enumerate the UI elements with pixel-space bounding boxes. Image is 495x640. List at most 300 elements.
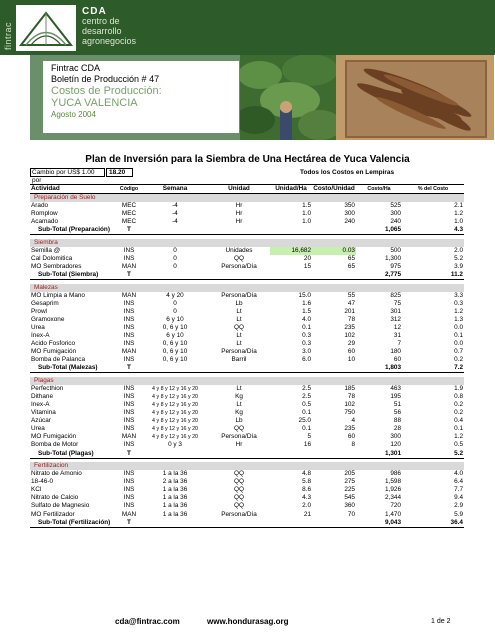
table-row bbox=[30, 511, 464, 519]
bulletin-date: Agosto 2004 bbox=[51, 110, 96, 119]
table-cell: Kg bbox=[235, 393, 243, 401]
subtotal-cost: 2,775 bbox=[356, 271, 402, 280]
subtotal-row bbox=[30, 364, 464, 373]
org-sub-line-1: centro de bbox=[82, 16, 120, 26]
table-cell: 0 bbox=[173, 299, 177, 307]
table-cell: Prowl bbox=[31, 307, 47, 315]
table-cell: Inex-A bbox=[31, 332, 50, 340]
table-cell: 201 bbox=[344, 307, 355, 315]
subtotal-code: T bbox=[116, 519, 142, 528]
table-cell: 60 bbox=[393, 356, 401, 364]
table-cell: 0, 6 y 10 bbox=[162, 340, 188, 348]
table-row bbox=[30, 441, 464, 449]
table-cell: Hr bbox=[235, 202, 243, 210]
cda-logo-icon bbox=[16, 5, 76, 51]
table-cell: 750 bbox=[344, 409, 355, 417]
table-cell: INS bbox=[123, 340, 135, 348]
table-cell: Lt bbox=[236, 384, 242, 392]
table-cell: 4 y 8 y 12 y 16 y 20 bbox=[152, 418, 198, 425]
table-cell: Inex-A bbox=[31, 401, 50, 409]
table-cell: 525 bbox=[390, 202, 401, 210]
table-cell: QQ bbox=[234, 425, 244, 433]
column-header: % del Costo bbox=[402, 185, 464, 194]
org-name: CDA bbox=[82, 6, 107, 17]
table-cell: Vitamina bbox=[31, 409, 56, 417]
table-cell: 28 bbox=[393, 425, 401, 433]
table-cell: Bomba de Motor bbox=[31, 441, 79, 449]
table-cell: INS bbox=[123, 478, 135, 486]
table-cell: 4.8 bbox=[302, 470, 311, 478]
subtotal-code: T bbox=[116, 226, 142, 235]
table-cell: Arado bbox=[31, 202, 49, 210]
page-number: 1 de 2 bbox=[431, 618, 451, 625]
table-cell: MAN bbox=[121, 348, 137, 356]
cassava-roots-image bbox=[336, 55, 494, 140]
table-cell: 47 bbox=[347, 299, 355, 307]
table-cell: 1.2 bbox=[454, 307, 463, 315]
table-cell: 0.8 bbox=[454, 393, 463, 401]
table-cell: 6 y 10 bbox=[166, 315, 184, 323]
table-cell: 1 a la 36 bbox=[162, 486, 188, 494]
table-row bbox=[30, 202, 464, 210]
org-sub-line-3: agronegocios bbox=[82, 36, 137, 46]
table-cell: 0.5 bbox=[302, 401, 311, 409]
field-photo bbox=[240, 55, 336, 140]
table-cell: 4.0 bbox=[302, 315, 311, 323]
column-header: Costo/Unidad bbox=[313, 185, 355, 192]
table-cell: 300 bbox=[344, 210, 355, 218]
table-cell: 1.3 bbox=[454, 315, 463, 323]
table-cell: Lt bbox=[236, 315, 242, 323]
currency-note: Todos los Costos en Lempiras bbox=[300, 169, 395, 176]
table-cell: INS bbox=[123, 486, 135, 494]
table-cell: QQ bbox=[234, 323, 244, 331]
table-cell: 463 bbox=[390, 384, 401, 392]
table-cell: 1.5 bbox=[302, 202, 311, 210]
subtotal-row bbox=[30, 226, 464, 235]
table-cell: 10 bbox=[347, 356, 355, 364]
table-cell: Gramoxone bbox=[31, 315, 65, 323]
table-cell: -4 bbox=[172, 202, 178, 210]
table-cell: 300 bbox=[390, 433, 401, 441]
table-cell: 205 bbox=[344, 470, 355, 478]
table-header-row bbox=[30, 185, 464, 194]
section-title: Siembra bbox=[30, 239, 464, 247]
table-cell: 1.2 bbox=[454, 433, 463, 441]
table-row bbox=[30, 340, 464, 348]
table-cell: 6.0 bbox=[302, 356, 311, 364]
table-cell: 1,300 bbox=[385, 254, 401, 262]
table-cell: 235 bbox=[344, 425, 355, 433]
table-cell: 0.1 bbox=[454, 332, 463, 340]
table-cell: 5 bbox=[307, 433, 311, 441]
table-cell: 1.2 bbox=[454, 210, 463, 218]
table-cell: QQ bbox=[234, 486, 244, 494]
table-cell: 102 bbox=[344, 401, 355, 409]
org-subtitle bbox=[82, 16, 136, 46]
table-cell: 0.4 bbox=[454, 417, 463, 425]
table-cell: Acamado bbox=[31, 218, 58, 226]
table-cell: 0, 6 y 10 bbox=[162, 348, 188, 356]
table-cell: QQ bbox=[234, 478, 244, 486]
table-row bbox=[30, 425, 464, 433]
table-cell: INS bbox=[123, 356, 135, 364]
subtotal-percent: 7.2 bbox=[402, 364, 464, 373]
table-cell: 1.0 bbox=[454, 218, 463, 226]
table-cell: Perfecthion bbox=[31, 384, 64, 392]
subtotal-percent: 4.3 bbox=[402, 226, 464, 235]
document-title: Plan de Inversión para la Siembra de Una Hectárea de Yuca Valencia bbox=[85, 154, 410, 165]
column-header: Semana bbox=[142, 185, 208, 194]
table-cell: INS bbox=[123, 441, 135, 449]
table-cell: MO Fumigación bbox=[31, 433, 77, 441]
table-cell: 545 bbox=[344, 494, 355, 502]
table-cell: -4 bbox=[172, 210, 178, 218]
table-cell: 240 bbox=[390, 218, 401, 226]
bulletin-number: Boletín de Producción # 47 bbox=[51, 74, 160, 84]
table-cell: 12 bbox=[393, 323, 401, 331]
table-cell: Cal Dolomitica bbox=[31, 254, 73, 262]
cda-logo bbox=[16, 5, 76, 51]
table-cell: 4 y 8 y 12 y 16 y 20 bbox=[152, 402, 198, 409]
table-cell: 0 y 3 bbox=[168, 441, 182, 449]
column-header: Código bbox=[116, 185, 142, 194]
fintrac-brand-vertical: fintrac bbox=[3, 21, 13, 50]
table-cell: MO Limpia a Mano bbox=[31, 291, 85, 299]
table-row bbox=[30, 356, 464, 364]
table-cell: Nitrato de Amonio bbox=[31, 470, 82, 478]
table-row bbox=[30, 316, 464, 324]
table-cell: Azúcar bbox=[31, 417, 51, 425]
table-cell: 0.2 bbox=[454, 356, 463, 364]
table-row bbox=[30, 332, 464, 340]
table-cell: 60 bbox=[347, 348, 355, 356]
table-cell: 0, 6 y 10 bbox=[162, 356, 188, 364]
table-cell: 2,344 bbox=[385, 494, 401, 502]
table-cell: -4 bbox=[172, 218, 178, 226]
section-header-row bbox=[30, 239, 464, 247]
table-cell: INS bbox=[123, 254, 135, 262]
subtotal-percent: 36.4 bbox=[402, 519, 464, 528]
table-cell: 3.3 bbox=[454, 291, 463, 299]
table-row bbox=[30, 502, 464, 510]
subtotal-percent: 5.2 bbox=[402, 450, 464, 459]
table-cell: INS bbox=[123, 409, 135, 417]
table-row bbox=[30, 348, 464, 356]
table-row bbox=[30, 324, 464, 332]
table-cell: 16 bbox=[303, 441, 311, 449]
table-cell: 986 bbox=[390, 470, 401, 478]
table-cell: 0.0 bbox=[454, 340, 463, 348]
table-cell: 0 bbox=[173, 263, 177, 270]
table-cell: 5.8 bbox=[302, 478, 311, 486]
table-cell: KCl bbox=[31, 486, 42, 494]
table-cell: 225 bbox=[344, 486, 355, 494]
table-cell: 2.5 bbox=[302, 393, 311, 401]
table-cell: 0.2 bbox=[454, 409, 463, 417]
table-cell: INS bbox=[123, 494, 135, 502]
table-cell: 975 bbox=[390, 263, 401, 270]
table-cell: 88 bbox=[393, 417, 401, 425]
table-cell: Persona/Día bbox=[221, 348, 257, 356]
table-cell: 4 y 8 y 12 y 16 y 20 bbox=[152, 434, 198, 441]
table-cell: 0.7 bbox=[454, 348, 463, 356]
table-cell: 0.2 bbox=[454, 401, 463, 409]
table-cell: 6.4 bbox=[454, 478, 463, 486]
table-cell: INS bbox=[123, 417, 135, 425]
table-cell: 0.1 bbox=[454, 425, 463, 433]
table-cell: Gesaprim bbox=[31, 299, 59, 307]
table-cell: 4.0 bbox=[454, 470, 463, 478]
table-cell: 0.1 bbox=[302, 425, 311, 433]
table-cell: MAN bbox=[121, 510, 137, 518]
table-cell: Acido Fosforico bbox=[31, 340, 76, 348]
table-cell: 70 bbox=[347, 510, 355, 518]
table-cell: QQ bbox=[234, 502, 244, 510]
table-cell: 51 bbox=[393, 401, 401, 409]
table-cell: 0 bbox=[173, 246, 177, 254]
column-header: Unidad/Ha bbox=[270, 185, 312, 194]
table-cell: 1 a la 36 bbox=[162, 470, 188, 478]
table-cell: MO Sembradores bbox=[31, 263, 82, 270]
table-cell: 2 a la 36 bbox=[162, 478, 188, 486]
table-cell: MEC bbox=[121, 210, 137, 218]
field-photo-image bbox=[240, 55, 336, 140]
table-cell: 360 bbox=[344, 502, 355, 510]
table-cell: Lt bbox=[236, 307, 242, 315]
table-cell: 2.0 bbox=[302, 502, 311, 510]
table-cell: MO Fertilizador bbox=[31, 510, 75, 518]
table-cell: 0.1 bbox=[302, 323, 311, 331]
table-cell: 195 bbox=[390, 393, 401, 401]
table-cell: QQ bbox=[234, 470, 244, 478]
footer-website-link[interactable]: www.hondurasag.org bbox=[207, 617, 289, 626]
table-cell: 185 bbox=[344, 384, 355, 392]
table-cell: 78 bbox=[347, 393, 355, 401]
table-cell: 31 bbox=[393, 332, 401, 340]
table-cell: 1.5 bbox=[302, 307, 311, 315]
table-cell: 9.4 bbox=[454, 494, 463, 502]
table-cell: Lt bbox=[236, 332, 242, 340]
subtotal-cost: 1,065 bbox=[356, 226, 402, 235]
table-cell: Urea bbox=[31, 425, 45, 433]
table-cell: INS bbox=[123, 401, 135, 409]
table-cell: Persona/Día bbox=[221, 433, 257, 441]
table-cell: INS bbox=[123, 246, 135, 254]
exchange-rate-label: Cambio por US$ 1.00 por bbox=[30, 168, 105, 177]
table-row bbox=[30, 300, 464, 308]
table-cell: 0.3 bbox=[454, 299, 463, 307]
table-cell: 55 bbox=[347, 291, 355, 299]
table-cell: 120 bbox=[390, 441, 401, 449]
table-cell: INS bbox=[123, 315, 135, 323]
table-cell: Romplow bbox=[31, 210, 58, 218]
table-cell: Bomba de Palanca bbox=[31, 356, 86, 364]
column-header: Costo/Ha bbox=[356, 185, 402, 194]
subtotal-blank bbox=[142, 271, 356, 280]
table-cell: 300 bbox=[390, 210, 401, 218]
table-cell: 60 bbox=[347, 433, 355, 441]
table-cell: 25.0 bbox=[298, 417, 311, 425]
table-cell: QQ bbox=[234, 494, 244, 502]
footer-email-link[interactable]: cda@fintrac.com bbox=[115, 617, 180, 626]
table-cell: 4.3 bbox=[302, 494, 311, 502]
table-cell: 4 y 8 y 12 y 16 y 20 bbox=[152, 394, 198, 401]
table-cell: 4 y 20 bbox=[166, 291, 184, 299]
section-header-row bbox=[30, 284, 464, 292]
table-row bbox=[30, 470, 464, 478]
table-cell: 275 bbox=[344, 478, 355, 486]
table-cell: INS bbox=[123, 307, 135, 315]
table-cell: INS bbox=[123, 425, 135, 433]
table-cell: 0.1 bbox=[302, 409, 311, 417]
subtotal-percent: 11.2 bbox=[402, 271, 464, 280]
table-cell: Kg bbox=[235, 409, 243, 417]
table-row bbox=[30, 385, 464, 393]
table-row bbox=[30, 308, 464, 316]
subtotal-code: T bbox=[116, 271, 142, 280]
table-row bbox=[30, 393, 464, 401]
subtotal-blank bbox=[142, 519, 356, 528]
table-cell: 8 bbox=[351, 441, 355, 449]
table-cell: 0 bbox=[173, 254, 177, 262]
subtotal-cost: 1,803 bbox=[356, 364, 402, 373]
table-cell: 2.0 bbox=[454, 246, 463, 254]
table-row bbox=[30, 210, 464, 218]
table-cell: 301 bbox=[390, 307, 401, 315]
table-cell: 20 bbox=[303, 254, 311, 262]
table-cell: INS bbox=[123, 502, 135, 510]
table-cell: 4 y 8 y 12 y 16 y 20 bbox=[152, 385, 198, 392]
table-row bbox=[30, 494, 464, 502]
table-cell: 0.0 bbox=[454, 323, 463, 331]
table-cell: 65 bbox=[347, 254, 355, 262]
table-cell: 0.3 bbox=[302, 332, 311, 340]
table-row bbox=[30, 478, 464, 486]
table-cell: 0.3 bbox=[302, 340, 311, 348]
table-row bbox=[30, 401, 464, 409]
subtotal-label: Sub-Total (Fertilización) bbox=[30, 519, 116, 528]
table-cell: 0.03 bbox=[312, 247, 356, 255]
table-cell: 0, 6 y 10 bbox=[162, 323, 188, 331]
table-cell: 4 bbox=[351, 417, 355, 425]
table-row bbox=[30, 292, 464, 300]
bulletin-org: Fintrac CDA bbox=[51, 63, 101, 73]
table-cell: 78 bbox=[347, 315, 355, 323]
table-row bbox=[30, 486, 464, 494]
section-title: Preparación de Suelo bbox=[30, 194, 464, 203]
table-row bbox=[30, 263, 464, 271]
table-cell: 1,926 bbox=[385, 486, 401, 494]
table-cell: 56 bbox=[393, 409, 401, 417]
table-cell: 235 bbox=[344, 323, 355, 331]
table-cell: Lb bbox=[235, 417, 243, 425]
table-cell: INS bbox=[123, 332, 135, 340]
section-title: Malezas bbox=[30, 284, 464, 292]
table-cell: MAN bbox=[121, 291, 137, 299]
table-cell: 720 bbox=[390, 502, 401, 510]
table-cell: 102 bbox=[344, 332, 355, 340]
table-row bbox=[30, 409, 464, 417]
table-cell: 15 bbox=[303, 263, 311, 270]
table-row bbox=[30, 417, 464, 425]
table-cell: 1.0 bbox=[302, 218, 311, 226]
section-title: Plagas bbox=[30, 377, 464, 385]
table-cell: 1,470 bbox=[385, 510, 401, 518]
subtotal-cost: 9,043 bbox=[356, 519, 402, 528]
table-cell: 1 a la 36 bbox=[162, 494, 188, 502]
table-cell: INS bbox=[123, 470, 135, 478]
table-cell: 0 bbox=[173, 307, 177, 315]
table-cell: 2.5 bbox=[302, 384, 311, 392]
column-header: Unidad bbox=[208, 185, 270, 194]
column-header: Actividad bbox=[30, 185, 116, 194]
table-cell: INS bbox=[123, 299, 135, 307]
table-cell: 312 bbox=[390, 315, 401, 323]
org-sub-line-2: desarrollo bbox=[82, 26, 122, 36]
table-cell: Persona/Día bbox=[221, 291, 257, 299]
table-cell: 1 a la 36 bbox=[162, 502, 188, 510]
subtotal-blank bbox=[142, 450, 356, 459]
table-row bbox=[30, 433, 464, 441]
table-cell: 29 bbox=[347, 340, 355, 348]
table-cell: 1.0 bbox=[302, 210, 311, 218]
table-cell: MO Fumigación bbox=[31, 348, 77, 356]
table-cell: Persona/Día bbox=[221, 263, 257, 270]
table-cell: Persona/Día bbox=[221, 510, 257, 518]
table-cell: MEC bbox=[121, 202, 137, 210]
table-cell: INS bbox=[123, 384, 135, 392]
table-cell: 350 bbox=[344, 202, 355, 210]
table-cell: 1,598 bbox=[385, 478, 401, 486]
table-cell: Sulfato de Magnesio bbox=[31, 502, 90, 510]
exchange-rate-value: 18.20 bbox=[106, 168, 133, 177]
table-cell: MEC bbox=[121, 218, 137, 226]
table-row bbox=[30, 247, 464, 255]
table-cell: 5.9 bbox=[454, 510, 463, 518]
table-cell: 4 y 8 y 12 y 16 y 20 bbox=[152, 426, 198, 433]
table-cell: 15.0 bbox=[298, 291, 311, 299]
subtotal-label: Sub-Total (Preparación) bbox=[30, 226, 116, 235]
subtotal-label: Sub-Total (Siembra) bbox=[30, 271, 116, 280]
table-cell: Semilla @ bbox=[31, 246, 61, 254]
costs-table-body bbox=[30, 185, 464, 528]
table-cell: 18-46-0 bbox=[31, 478, 54, 486]
subtotal-blank bbox=[142, 364, 356, 373]
table-cell: Urea bbox=[31, 323, 45, 331]
table-row bbox=[30, 218, 464, 226]
costs-table bbox=[30, 184, 464, 528]
table-cell: 5.2 bbox=[454, 254, 463, 262]
table-cell: Dithane bbox=[31, 393, 54, 401]
table-row bbox=[30, 255, 464, 263]
table-cell: 6 y 10 bbox=[166, 332, 184, 340]
table-cell: 500 bbox=[390, 246, 401, 254]
subtotal-label: Sub-Total (Malezas) bbox=[30, 364, 116, 373]
table-cell: Unidades bbox=[225, 246, 253, 254]
cassava-roots-photo bbox=[336, 55, 494, 140]
table-cell: Nitrato de Calcio bbox=[31, 494, 79, 502]
subtotal-code: T bbox=[116, 450, 142, 459]
table-cell: 3.0 bbox=[302, 348, 311, 356]
table-cell: Lb bbox=[235, 299, 243, 307]
table-cell: 240 bbox=[344, 218, 355, 226]
subtotal-row bbox=[30, 519, 464, 528]
table-cell: 1.9 bbox=[454, 384, 463, 392]
subtotal-row bbox=[30, 450, 464, 459]
table-cell: Hr bbox=[235, 441, 243, 449]
subtotal-cost: 1,301 bbox=[356, 450, 402, 459]
